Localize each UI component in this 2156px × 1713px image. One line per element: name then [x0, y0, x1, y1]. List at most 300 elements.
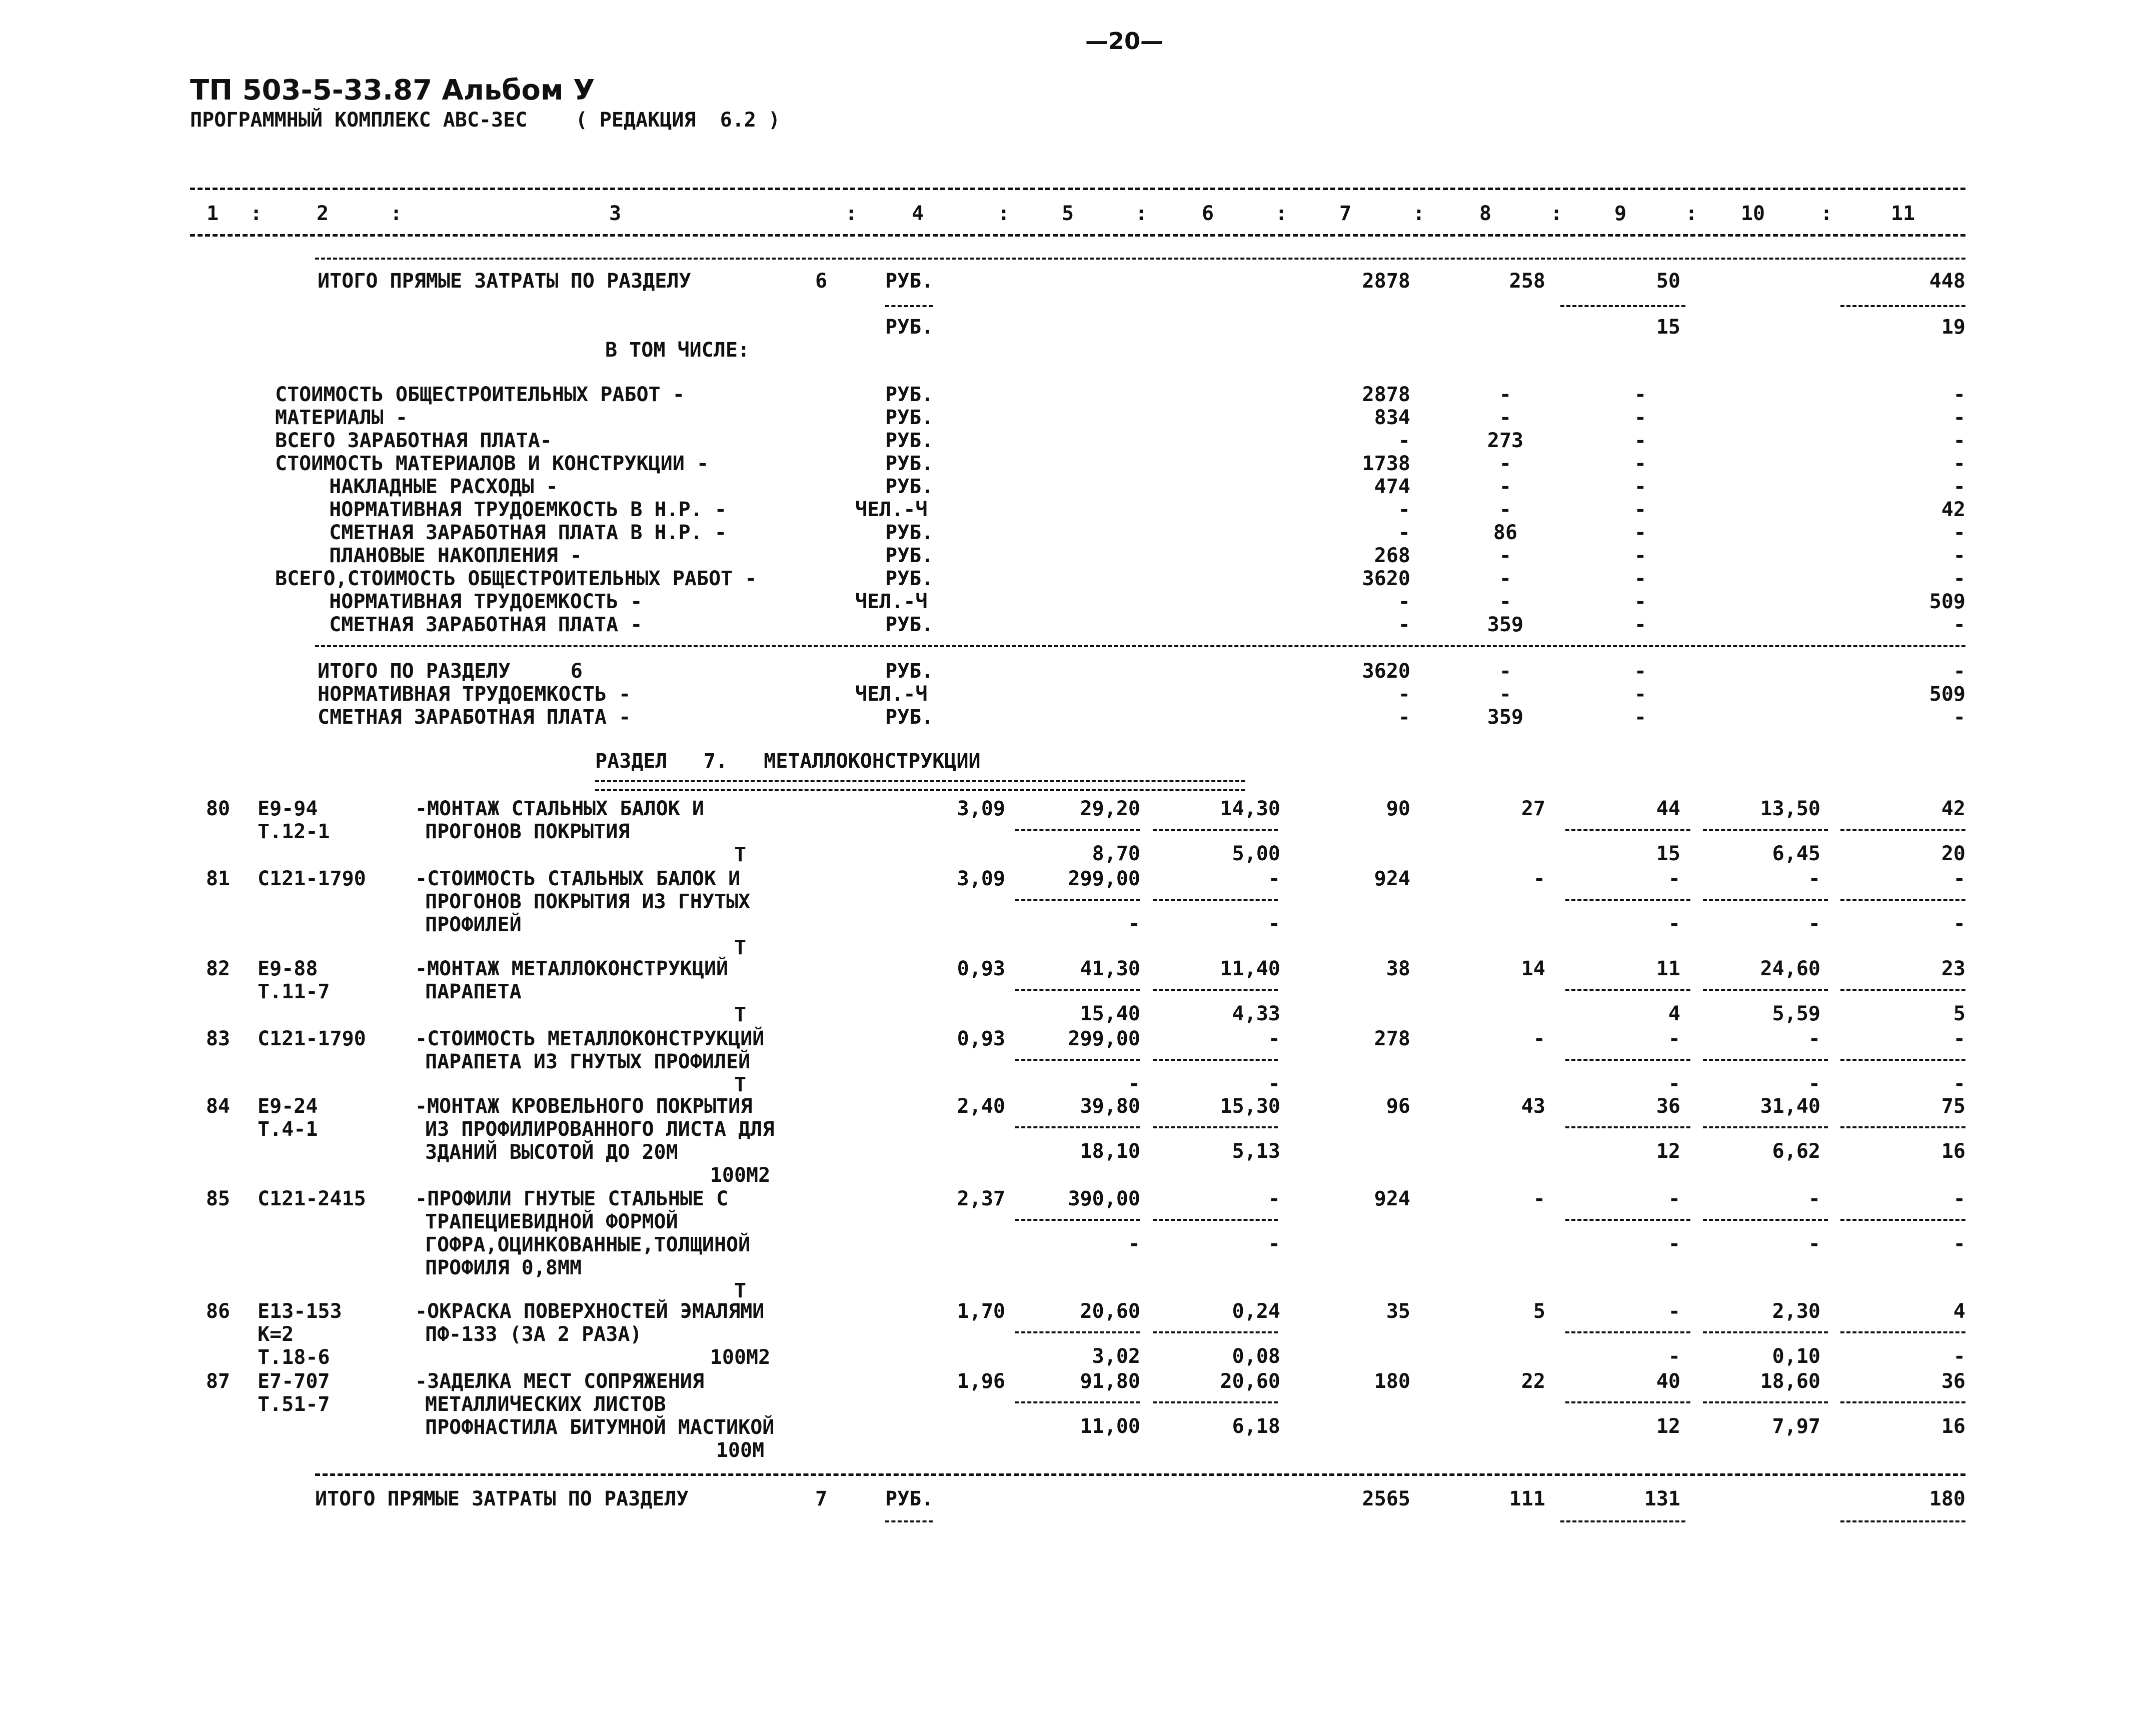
- col-separators: :: [390, 202, 403, 225]
- breakdown-c8: -: [1499, 567, 1512, 590]
- row-unit: Т: [734, 936, 747, 959]
- breakdown-unit: РУБ.: [885, 521, 934, 544]
- row-divider: [1565, 1219, 1690, 1221]
- breakdown-c9: -: [1634, 475, 1647, 498]
- breakdown-c7: 3620: [1362, 567, 1410, 590]
- row-c7: 96: [1386, 1095, 1410, 1118]
- c11-underline: [1840, 1520, 1965, 1522]
- total-c7: 2565: [1362, 1487, 1410, 1510]
- row-divider: [1565, 1059, 1690, 1061]
- row-divider: [1703, 989, 1828, 991]
- total-label: ИТОГО ПРЯМЫЕ ЗАТРАТЫ ПО РАЗДЕЛУ: [318, 270, 691, 293]
- breakdown-c8: -: [1499, 452, 1512, 475]
- col-num: 8: [1479, 202, 1492, 225]
- breakdown-c11: -: [1953, 544, 1965, 567]
- col-num: 2: [316, 202, 329, 225]
- itogo-unit: ЧЕЛ.-Ч: [855, 683, 928, 706]
- row-c10: 18,60: [1760, 1370, 1820, 1393]
- row-c8: -: [1533, 867, 1545, 890]
- col-separators: :: [250, 202, 263, 225]
- breakdown-c11: -: [1953, 521, 1965, 544]
- itogo-c8: -: [1499, 683, 1512, 706]
- row-c6: 0,24: [1232, 1300, 1280, 1323]
- breakdown-c9: -: [1634, 452, 1647, 475]
- breakdown-c7: -: [1398, 521, 1410, 544]
- row-c11: -: [1953, 1027, 1965, 1050]
- including-label: В ТОМ ЧИСЛЕ:: [605, 339, 750, 362]
- unit-underline: [885, 305, 933, 307]
- row-unit: 100М2: [710, 1164, 771, 1187]
- row-c11b: 20: [1941, 842, 1965, 865]
- breakdown-c9: -: [1634, 567, 1647, 590]
- itogo-label: ИТОГО ПО РАЗДЕЛУ 6: [318, 660, 583, 683]
- breakdown-unit: РУБ.: [885, 383, 934, 406]
- total-c8: 111: [1509, 1487, 1545, 1510]
- row-c9: 44: [1656, 797, 1680, 820]
- row-c8: -: [1533, 1027, 1545, 1050]
- row-c9: -: [1668, 1187, 1680, 1210]
- row-c11: -: [1953, 1187, 1965, 1210]
- row-divider: [1153, 1059, 1278, 1061]
- row-divider: [1840, 1219, 1965, 1221]
- row-c6b: -: [1268, 912, 1280, 935]
- header-bottom-rule: [190, 234, 1965, 237]
- col-separators: :: [1135, 202, 1148, 225]
- breakdown-c7: -: [1398, 613, 1410, 636]
- breakdown-label: НОРМАТИВНАЯ ТРУДОЕМКОСТЬ -: [305, 590, 643, 613]
- section7-total-rule: [315, 1473, 1965, 1476]
- c9-underline: [1560, 305, 1685, 307]
- breakdown-c8: 359: [1487, 613, 1524, 636]
- row-description: -МОНТАЖ КРОВЕЛЬНОГО ПОКРЫТИЯ: [415, 1095, 753, 1118]
- breakdown-c7: -: [1398, 429, 1410, 452]
- row-divider: [1153, 829, 1278, 831]
- row-description: -МОНТАЖ СТАЛЬНЫХ БАЛОК И: [415, 797, 704, 820]
- row-qty: 1,70: [957, 1300, 1005, 1323]
- row-c8: 22: [1521, 1370, 1545, 1393]
- breakdown-unit: РУБ.: [885, 475, 934, 498]
- row-qty: 2,37: [957, 1187, 1005, 1210]
- total-c7: 2878: [1362, 270, 1410, 293]
- col-separators: :: [1550, 202, 1563, 225]
- row-description: -ОКРАСКА ПОВЕРХНОСТЕЙ ЭМАЛЯМИ: [415, 1300, 765, 1323]
- row-divider: [1840, 899, 1965, 901]
- row-c7: 90: [1386, 797, 1410, 820]
- row-code: С121-1790: [258, 867, 366, 890]
- itogo-c8: 359: [1487, 706, 1524, 729]
- row-c9b: -: [1668, 1232, 1680, 1255]
- row-number: 82: [206, 957, 230, 980]
- row-c11b: 5: [1953, 1002, 1965, 1025]
- row-divider: [1703, 1126, 1828, 1128]
- breakdown-unit: РУБ.: [885, 429, 934, 452]
- row-c9: -: [1668, 1300, 1680, 1323]
- row-divider: [1153, 1219, 1278, 1221]
- row-divider: [1840, 829, 1965, 831]
- total-unit-b: РУБ.: [885, 316, 934, 339]
- row-c10: -: [1808, 867, 1820, 890]
- row-description: -МОНТАЖ МЕТАЛЛОКОНСТРУКЦИЙ: [415, 957, 729, 980]
- breakdown-c9: -: [1634, 383, 1647, 406]
- row-c8: 5: [1533, 1300, 1545, 1323]
- c9-underline: [1560, 1520, 1685, 1522]
- row-c10b: -: [1808, 912, 1820, 935]
- row-divider: [1015, 1219, 1140, 1221]
- breakdown-c9: -: [1634, 613, 1647, 636]
- col-num: 7: [1339, 202, 1352, 225]
- row-c6: 20,60: [1220, 1370, 1280, 1393]
- row-description: ПРОФНАСТИЛА БИТУМНОЙ МАСТИКОЙ: [425, 1416, 775, 1439]
- c11-underline: [1840, 305, 1965, 307]
- row-c7: 38: [1386, 957, 1410, 980]
- row-c5: 39,80: [1080, 1095, 1140, 1118]
- row-c5: 91,80: [1080, 1370, 1140, 1393]
- row-c9b: -: [1668, 912, 1680, 935]
- total-unit: РУБ.: [885, 1487, 934, 1510]
- breakdown-c8: 273: [1487, 429, 1524, 452]
- itogo-label: СМЕТНАЯ ЗАРАБОТНАЯ ПЛАТА -: [318, 706, 631, 729]
- row-c5: 390,00: [1068, 1187, 1140, 1210]
- row-number: 84: [206, 1095, 230, 1118]
- row-c7: 180: [1374, 1370, 1410, 1393]
- total-label: ИТОГО ПРЯМЫЕ ЗАТРАТЫ ПО РАЗДЕЛУ: [315, 1487, 689, 1510]
- row-code: Е9-94: [258, 797, 318, 820]
- breakdown-c9: -: [1634, 498, 1647, 521]
- row-divider: [1703, 829, 1828, 831]
- breakdown-label: МАТЕРИАЛЫ -: [275, 406, 408, 429]
- row-number: 87: [206, 1370, 230, 1393]
- breakdown-c8: -: [1499, 498, 1512, 521]
- row-c6b: -: [1268, 1232, 1280, 1255]
- row-code: К=2: [258, 1323, 294, 1346]
- row-description: МЕТАЛЛИЧЕСКИХ ЛИСТОВ: [425, 1393, 666, 1416]
- breakdown-unit: РУБ.: [885, 452, 934, 475]
- row-description: -ПРОФИЛИ ГНУТЫЕ СТАЛЬНЫЕ С: [415, 1187, 729, 1210]
- row-c11b: -: [1953, 912, 1965, 935]
- row-divider: [1015, 989, 1140, 991]
- breakdown-c9: -: [1634, 521, 1647, 544]
- row-divider: [1840, 989, 1965, 991]
- breakdown-c7: 1738: [1362, 452, 1410, 475]
- row-c11: 23: [1941, 957, 1965, 980]
- row-code: Т.51-7: [258, 1393, 330, 1416]
- breakdown-c7: -: [1398, 590, 1410, 613]
- breakdown-c8: -: [1499, 544, 1512, 567]
- row-c10: 31,40: [1760, 1095, 1820, 1118]
- row-c10b: 0,10: [1772, 1345, 1820, 1368]
- row-c5b: 11,00: [1080, 1415, 1140, 1438]
- itogo-c7: -: [1398, 706, 1410, 729]
- total-number: 6: [815, 270, 828, 293]
- section7-heading-underline: [595, 780, 1245, 791]
- breakdown-c9: -: [1634, 590, 1647, 613]
- row-c11b: -: [1953, 1345, 1965, 1368]
- row-qty: 2,40: [957, 1095, 1005, 1118]
- row-c10b: 6,62: [1772, 1140, 1820, 1163]
- row-unit: Т: [734, 1003, 747, 1026]
- row-c9b: -: [1668, 1072, 1680, 1095]
- row-c6b: 5,13: [1232, 1140, 1280, 1163]
- row-c11b: 16: [1941, 1140, 1965, 1163]
- row-number: 83: [206, 1027, 230, 1050]
- row-description: ТРАПЕЦИЕВИДНОЙ ФОРМОЙ: [425, 1210, 678, 1233]
- breakdown-unit: РУБ.: [885, 567, 934, 590]
- breakdown-label: СТОИМОСТЬ МАТЕРИАЛОВ И КОНСТРУКЦИИ -: [275, 452, 709, 475]
- unit-underline: [885, 1520, 933, 1522]
- row-divider: [1703, 1219, 1828, 1221]
- row-c11: 4: [1953, 1300, 1965, 1323]
- row-c5: 29,20: [1080, 797, 1140, 820]
- row-unit: 100М2: [710, 1346, 771, 1369]
- row-divider: [1565, 989, 1690, 991]
- row-c6: 15,30: [1220, 1095, 1280, 1118]
- row-divider: [1153, 1401, 1278, 1403]
- row-code: Т.4-1: [258, 1118, 318, 1141]
- row-c10b: -: [1808, 1232, 1820, 1255]
- row-c6b: 4,33: [1232, 1002, 1280, 1025]
- row-c5b: -: [1128, 1072, 1140, 1095]
- row-c11: 42: [1941, 797, 1965, 820]
- breakdown-unit: ЧЕЛ.-Ч: [855, 498, 928, 521]
- row-c8: 27: [1521, 797, 1545, 820]
- breakdown-c8: 86: [1493, 521, 1518, 544]
- row-description: ПРОГОНОВ ПОКРЫТИЯ: [425, 820, 630, 843]
- row-c6: -: [1268, 1187, 1280, 1210]
- row-unit: Т: [734, 1073, 747, 1096]
- breakdown-label: ПЛАНОВЫЕ НАКОПЛЕНИЯ -: [305, 544, 582, 567]
- section6-rule: [315, 258, 1965, 260]
- row-code: С121-2415: [258, 1187, 366, 1210]
- row-divider: [1565, 899, 1690, 901]
- row-description: ИЗ ПРОФИЛИРОВАННОГО ЛИСТА ДЛЯ: [425, 1118, 775, 1141]
- col-separators: :: [998, 202, 1010, 225]
- row-code: Т.18-6: [258, 1346, 330, 1369]
- row-c9: -: [1668, 1027, 1680, 1050]
- row-c6b: 6,18: [1232, 1415, 1280, 1438]
- total-c11: 448: [1929, 270, 1965, 293]
- row-c5b: 3,02: [1092, 1345, 1140, 1368]
- row-divider: [1153, 899, 1278, 901]
- col-num: 3: [609, 202, 622, 225]
- row-description: ПРОФИЛЕЙ: [425, 913, 522, 936]
- breakdown-c11: -: [1953, 452, 1965, 475]
- row-divider: [1153, 1331, 1278, 1333]
- row-c5b: -: [1128, 1232, 1140, 1255]
- breakdown-c11: -: [1953, 383, 1965, 406]
- section6-itogo-rule: [315, 645, 1965, 647]
- itogo-c9: -: [1634, 683, 1647, 706]
- row-c7: 924: [1374, 867, 1410, 890]
- row-qty: 3,09: [957, 797, 1005, 820]
- itogo-c11: -: [1953, 706, 1965, 729]
- breakdown-unit: РУБ.: [885, 544, 934, 567]
- col-separators: :: [1413, 202, 1425, 225]
- row-divider: [1015, 1059, 1140, 1061]
- row-code: Т.12-1: [258, 820, 330, 843]
- col-num: 9: [1614, 202, 1627, 225]
- row-code: С121-1790: [258, 1027, 366, 1050]
- itogo-c11: -: [1953, 660, 1965, 683]
- row-divider: [1840, 1401, 1965, 1403]
- row-divider: [1015, 829, 1140, 831]
- total-number: 7: [815, 1487, 828, 1510]
- row-unit: 100М: [716, 1439, 765, 1462]
- row-c11b: 16: [1941, 1415, 1965, 1438]
- row-code: Т.11-7: [258, 980, 330, 1003]
- total-c9b: 15: [1656, 316, 1680, 339]
- row-divider: [1703, 1401, 1828, 1403]
- row-unit: Т: [734, 843, 747, 866]
- row-c6b: 0,08: [1232, 1345, 1280, 1368]
- total-c11b: 19: [1941, 316, 1965, 339]
- breakdown-c9: -: [1634, 406, 1647, 429]
- col-num: 5: [1061, 202, 1074, 225]
- row-description: ЗДАНИЙ ВЫСОТОЙ ДО 20М: [425, 1141, 678, 1164]
- row-c7: 278: [1374, 1027, 1410, 1050]
- col-separators: :: [1820, 202, 1833, 225]
- row-c7: 924: [1374, 1187, 1410, 1210]
- col-separators: :: [845, 202, 858, 225]
- row-c9b: 15: [1656, 842, 1680, 865]
- breakdown-c11: 42: [1941, 498, 1965, 521]
- itogo-unit: РУБ.: [885, 706, 934, 729]
- row-c10: -: [1808, 1187, 1820, 1210]
- program-line: ПРОГРАММНЫЙ КОМПЛЕКС АВС-3ЕС ( РЕДАКЦИЯ 6.2 ): [190, 109, 781, 132]
- row-c10b: -: [1808, 1072, 1820, 1095]
- row-c9b: 4: [1668, 1002, 1680, 1025]
- total-c11: 180: [1929, 1487, 1965, 1510]
- row-divider: [1703, 899, 1828, 901]
- row-c10: 2,30: [1772, 1300, 1820, 1323]
- breakdown-c9: -: [1634, 429, 1647, 452]
- row-divider: [1153, 989, 1278, 991]
- row-number: 81: [206, 867, 230, 890]
- row-c5: 299,00: [1068, 867, 1140, 890]
- col-separators: :: [1685, 202, 1698, 225]
- row-code: Е13-153: [258, 1300, 342, 1323]
- section7-heading: РАЗДЕЛ 7. МЕТАЛЛОКОНСТРУКЦИИ: [595, 750, 981, 773]
- breakdown-unit: ЧЕЛ.-Ч: [855, 590, 928, 613]
- row-c9: 40: [1656, 1370, 1680, 1393]
- row-divider: [1703, 1059, 1828, 1061]
- row-c6b: 5,00: [1232, 842, 1280, 865]
- breakdown-c8: -: [1499, 590, 1512, 613]
- row-code: Е9-88: [258, 957, 318, 980]
- itogo-c7: -: [1398, 683, 1410, 706]
- breakdown-c8: -: [1499, 383, 1512, 406]
- row-number: 80: [206, 797, 230, 820]
- row-divider: [1565, 1126, 1690, 1128]
- row-c5b: 8,70: [1092, 842, 1140, 865]
- row-c9: 36: [1656, 1095, 1680, 1118]
- breakdown-label: СМЕТНАЯ ЗАРАБОТНАЯ ПЛАТА -: [305, 613, 643, 636]
- row-divider: [1015, 1126, 1140, 1128]
- col-num: 11: [1890, 202, 1915, 225]
- breakdown-label: СТОИМОСТЬ ОБЩЕСТРОИТЕЛЬНЫХ РАБОТ -: [275, 383, 685, 406]
- row-c5b: -: [1128, 912, 1140, 935]
- col-num: 6: [1201, 202, 1214, 225]
- row-c11b: -: [1953, 1072, 1965, 1095]
- row-c11: 36: [1941, 1370, 1965, 1393]
- total-c8: 258: [1509, 270, 1545, 293]
- itogo-unit: РУБ.: [885, 660, 934, 683]
- row-c10: 24,60: [1760, 957, 1820, 980]
- total-c9: 131: [1644, 1487, 1680, 1510]
- breakdown-c8: -: [1499, 475, 1512, 498]
- breakdown-c11: -: [1953, 406, 1965, 429]
- row-description: -СТОИМОСТЬ СТАЛЬНЫХ БАЛОК И: [415, 867, 741, 890]
- itogo-c11: 509: [1929, 683, 1965, 706]
- total-c9: 50: [1656, 270, 1680, 293]
- row-divider: [1015, 1401, 1140, 1403]
- row-description: -СТОИМОСТЬ МЕТАЛЛОКОНСТРУКЦИЙ: [415, 1027, 765, 1050]
- row-c8: -: [1533, 1187, 1545, 1210]
- col-num: 1: [206, 202, 219, 225]
- row-code: Е9-24: [258, 1095, 318, 1118]
- row-divider: [1565, 829, 1690, 831]
- breakdown-c8: -: [1499, 406, 1512, 429]
- row-c5b: 18,10: [1080, 1140, 1140, 1163]
- row-c6b: -: [1268, 1072, 1280, 1095]
- row-c9b: -: [1668, 1345, 1680, 1368]
- row-c9: 11: [1656, 957, 1680, 980]
- row-code: Е7-707: [258, 1370, 330, 1393]
- breakdown-c7: 474: [1374, 475, 1410, 498]
- row-divider: [1840, 1126, 1965, 1128]
- row-divider: [1153, 1126, 1278, 1128]
- row-c9: -: [1668, 867, 1680, 890]
- breakdown-label: СМЕТНАЯ ЗАРАБОТНАЯ ПЛАТА В Н.Р. -: [305, 521, 727, 544]
- row-description: ГОФРА,ОЦИНКОВАННЫЕ,ТОЛЩИНОЙ: [425, 1233, 751, 1256]
- row-c5b: 15,40: [1080, 1002, 1140, 1025]
- row-description: ПАРАПЕТА: [425, 980, 522, 1003]
- row-c7: 35: [1386, 1300, 1410, 1323]
- breakdown-label: НОРМАТИВНАЯ ТРУДОЕМКОСТЬ В Н.Р. -: [305, 498, 727, 521]
- row-description: -ЗАДЕЛКА МЕСТ СОПРЯЖЕНИЯ: [415, 1370, 704, 1393]
- row-number: 85: [206, 1187, 230, 1210]
- album-title: ТП 503-5-33.87 Альбом У: [190, 74, 595, 107]
- breakdown-label: ВСЕГО ЗАРАБОТНАЯ ПЛАТА-: [275, 429, 552, 452]
- row-c5: 299,00: [1068, 1027, 1140, 1050]
- row-c11: 75: [1941, 1095, 1965, 1118]
- row-description: ПАРАПЕТА ИЗ ГНУТЫХ ПРОФИЛЕЙ: [425, 1050, 751, 1073]
- itogo-label: НОРМАТИВНАЯ ТРУДОЕМКОСТЬ -: [318, 683, 631, 706]
- row-divider: [1565, 1401, 1690, 1403]
- itogo-c9: -: [1634, 706, 1647, 729]
- breakdown-c7: 268: [1374, 544, 1410, 567]
- breakdown-c11: -: [1953, 567, 1965, 590]
- row-c8: 43: [1521, 1095, 1545, 1118]
- row-c6: 14,30: [1220, 797, 1280, 820]
- header-top-rule: [190, 188, 1965, 190]
- breakdown-label: ВСЕГО,СТОИМОСТЬ ОБЩЕСТРОИТЕЛЬНЫХ РАБОТ -: [275, 567, 757, 590]
- row-description: ПРОФИЛЯ 0,8ММ: [425, 1256, 582, 1279]
- itogo-c9: -: [1634, 660, 1647, 683]
- total-unit: РУБ.: [885, 270, 934, 293]
- row-description: ПФ-133 (ЗА 2 РАЗА): [425, 1323, 642, 1346]
- row-divider: [1840, 1059, 1965, 1061]
- row-divider: [1565, 1331, 1690, 1333]
- breakdown-c7: 834: [1374, 406, 1410, 429]
- row-c10b: 7,97: [1772, 1415, 1820, 1438]
- row-divider: [1703, 1331, 1828, 1333]
- row-description: ПРОГОНОВ ПОКРЫТИЯ ИЗ ГНУТЫХ: [425, 890, 751, 913]
- row-c11: -: [1953, 867, 1965, 890]
- col-separators: :: [1275, 202, 1288, 225]
- breakdown-label: НАКЛАДНЫЕ РАСХОДЫ -: [305, 475, 558, 498]
- breakdown-c11: -: [1953, 429, 1965, 452]
- row-divider: [1015, 1331, 1140, 1333]
